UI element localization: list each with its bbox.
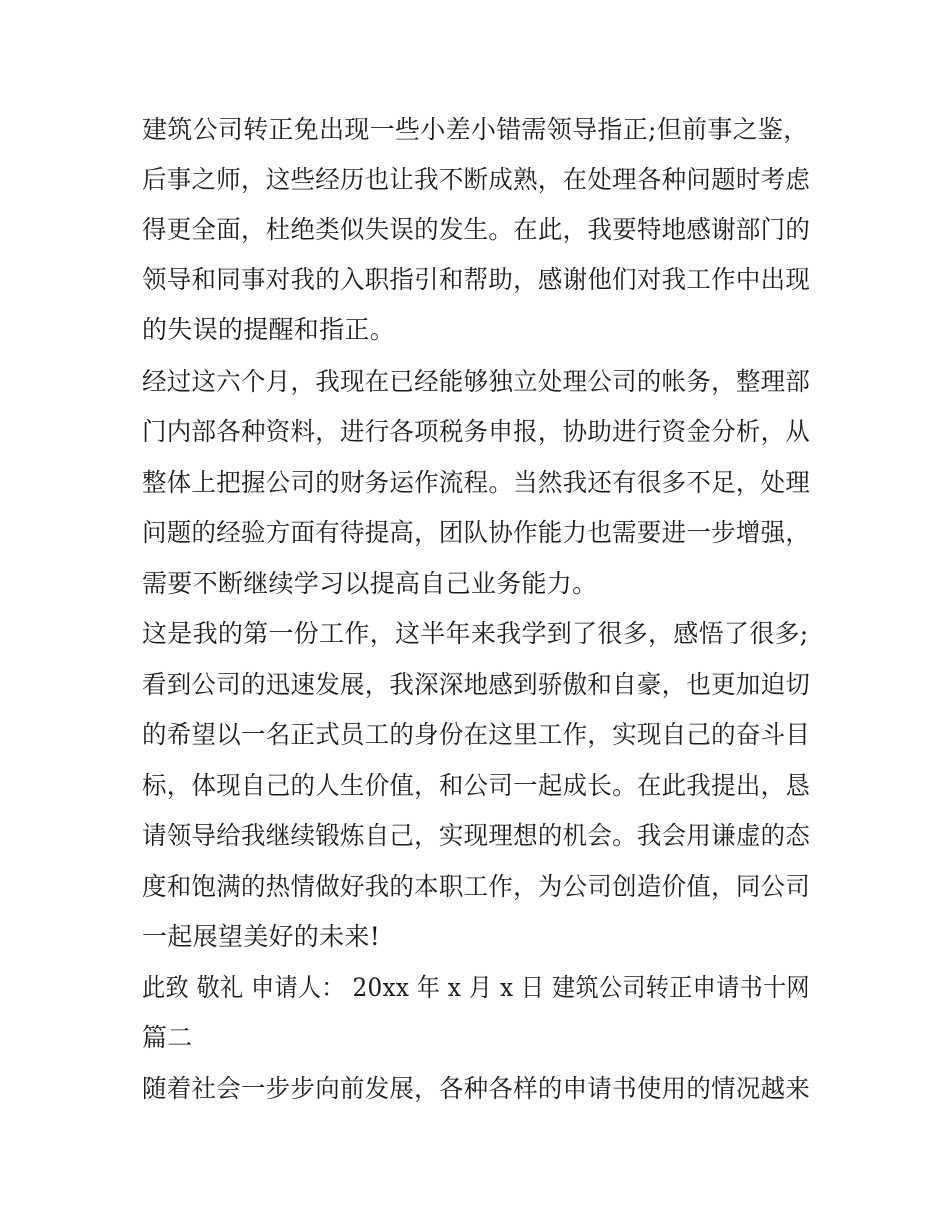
text-line: 经过这六个月，我现在已经能够独立处理公司的帐务，整理部 (142, 367, 811, 396)
text-line: 一起展望美好的未来! (142, 922, 381, 951)
text-line: 建筑公司转正免出现一些小差小错需领导指正;但前事之鉴， (142, 115, 809, 144)
text-line: 门内部各种资料，进行各项税务申报，协助进行资金分析，从 (142, 417, 811, 446)
text-line: 度和饱满的热情做好我的本职工作，为公司创造价值，同公司 (142, 872, 811, 901)
text-line: 得更全面，杜绝类似失误的发生。在此，我要特地感谢部门的 (142, 215, 811, 244)
text-line: 看到公司的迅速发展，我深深地感到骄傲和自豪，也更加迫切 (142, 670, 811, 699)
text-line: 领导和同事对我的入职指引和帮助，感谢他们对我工作中出现 (142, 265, 811, 294)
text-line: 请领导给我继续锻炼自己，实现理想的机会。我会用谦虚的态 (142, 821, 811, 850)
text-line: 问题的经验方面有待提高，团队协作能力也需要进一步增强， (142, 518, 811, 547)
text-line: 此致 敬礼 申请人： 20xx 年 x 月 x 日 建筑公司转正申请书十网 (142, 973, 810, 1002)
text-line: 整体上把握公司的财务运作流程。当然我还有很多不足，处理 (142, 468, 811, 497)
text-line: 这是我的第一份工作，这半年来我学到了很多，感悟了很多; (142, 619, 809, 648)
text-line: 的失误的提醒和指正。 (142, 315, 396, 344)
text-line: 需要不断继续学习以提高自己业务能力。 (142, 569, 598, 598)
section-heading: 篇二 (142, 1023, 193, 1052)
text-line: 随着社会一步步向前发展，各种各样的申请书使用的情况越来 (142, 1074, 811, 1103)
text-line: 的希望以一名正式员工的身份在这里工作，实现自己的奋斗目 (142, 720, 811, 749)
text-line: 标，体现自己的人生价值，和公司一起成长。在此我提出，恳 (142, 771, 811, 800)
text-line: 后事之师，这些经历也让我不断成熟，在处理各种问题时考虑 (142, 165, 811, 194)
